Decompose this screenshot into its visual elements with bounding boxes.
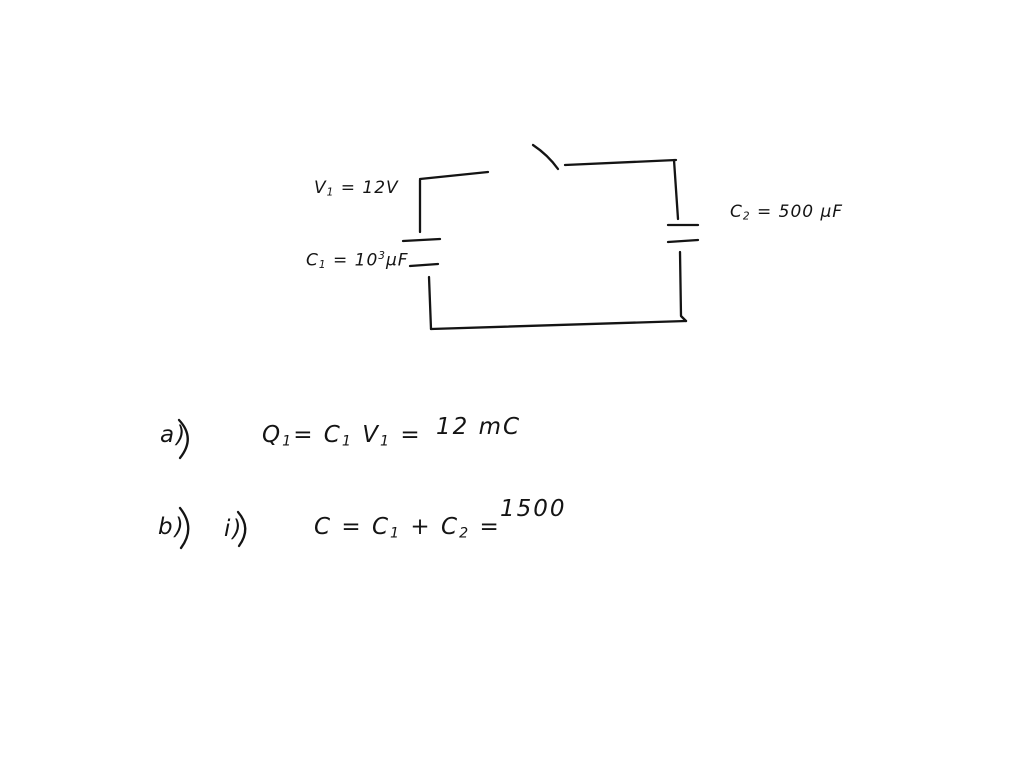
wire-bottom bbox=[431, 321, 686, 329]
capacitor-c1-plate-bottom bbox=[410, 264, 438, 266]
capacitor-c2-plate-bottom bbox=[668, 240, 698, 242]
wire-right-lower bbox=[680, 252, 686, 321]
capacitor-c1-plate-top bbox=[403, 239, 440, 241]
part-a-marker: a) bbox=[160, 422, 188, 448]
part-b-equation: $C = C_1 + C_2$ = bbox=[314, 514, 501, 542]
v1-label: $V_1 = 12V$ bbox=[314, 178, 399, 199]
wire-right-upper bbox=[674, 160, 678, 219]
wire-top-right bbox=[565, 160, 676, 165]
c2-label: $C_2 = 500$ μF bbox=[730, 202, 844, 223]
part-b-result: 1500 bbox=[500, 496, 567, 522]
part-a-result: 12 mC bbox=[436, 414, 522, 440]
c1-label: $C_1 = 10^3\mu F$ bbox=[306, 250, 409, 271]
wire-top-left bbox=[420, 172, 488, 179]
wire-left-lower bbox=[429, 277, 431, 329]
part-a-equation: $Q_1= C_1$ $V_1$ = bbox=[262, 422, 422, 450]
switch-blade bbox=[533, 145, 558, 169]
part-b-i-marker: i) bbox=[224, 516, 244, 542]
part-b-marker: b) bbox=[158, 514, 186, 540]
